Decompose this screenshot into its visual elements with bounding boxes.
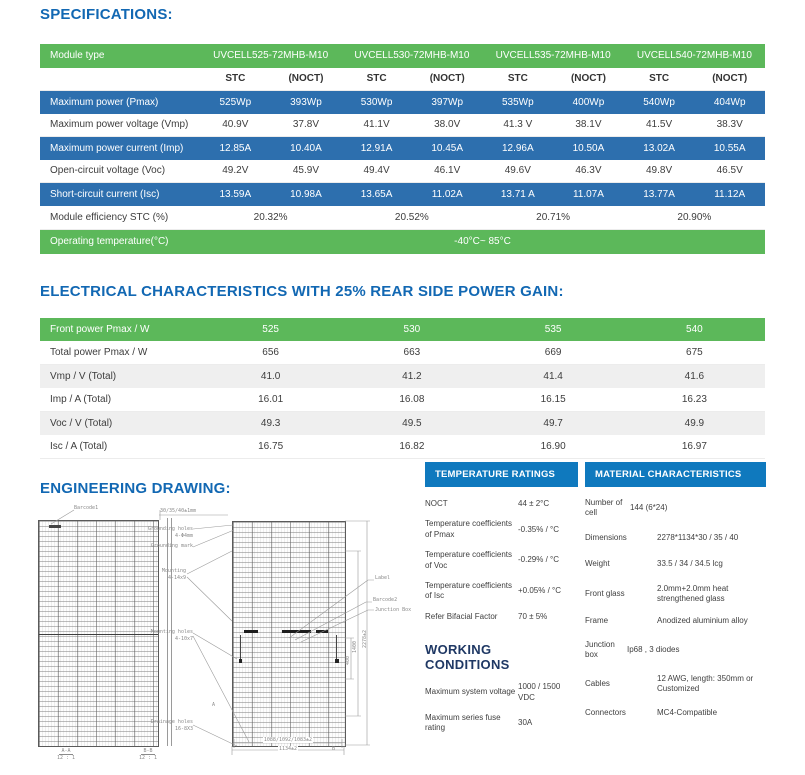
- section-bb-label: B-B: [143, 748, 153, 754]
- mc-row-frame: [585, 616, 766, 626]
- cell: 38.1V: [575, 119, 602, 131]
- mounting-holes-label: Mounting holes: [150, 629, 193, 635]
- cell: 16.15: [540, 394, 566, 405]
- tr-value: 70 ± 5%: [518, 611, 548, 621]
- specifications-title: SPECIFICATIONS:: [40, 6, 173, 23]
- mc-row-cells: [585, 498, 766, 519]
- cell: 49.9: [684, 418, 705, 429]
- cell: 400Wp: [572, 96, 605, 108]
- mounting-count: 4-14x9: [167, 575, 186, 581]
- tr-label: Refer Bifacial Factor: [425, 611, 498, 621]
- section-aa-label: A-A: [61, 748, 71, 754]
- tr-value: +0.05% / °C: [518, 586, 561, 596]
- engineering-drawing: [36, 503, 431, 775]
- cell: 13.77A: [643, 188, 675, 200]
- cell: 12.96A: [501, 142, 534, 154]
- cell: 13.65A: [360, 188, 393, 200]
- drawing-title: ENGINEERING DRAWING:: [40, 480, 231, 497]
- row-label: Module efficiency STC (%): [50, 211, 169, 223]
- condition-header-row: [40, 68, 765, 92]
- cell: 41.5V: [645, 119, 673, 131]
- tr-row-coeff-isc: [425, 581, 578, 602]
- condition-header: (NOCT): [712, 73, 748, 85]
- cell: 404Wp: [713, 96, 746, 108]
- row-total-power: [40, 341, 765, 365]
- cell: 20.71%: [536, 211, 571, 223]
- cell: 10.50A: [572, 142, 605, 154]
- junction-box-label: Junction Box: [375, 607, 412, 613]
- row-label: Front power Pmax / W: [50, 324, 150, 335]
- row-operating-temperature: [40, 230, 765, 254]
- cell: 10.55A: [713, 142, 746, 154]
- wc-label: Maximum system voltage: [425, 687, 516, 697]
- cell: 669: [544, 347, 562, 358]
- cell: 37.8V: [292, 119, 319, 131]
- mc-row-connectors: [585, 708, 766, 718]
- row-short-circuit-current: [40, 183, 765, 206]
- condition-header: STC: [366, 73, 387, 85]
- cell: 49.4V: [363, 165, 390, 177]
- mounting-holes-count: 4-10x7: [174, 636, 193, 642]
- row-module-efficiency: [40, 206, 765, 231]
- wc-value: 1000 / 1500 VDC: [518, 682, 561, 702]
- dim-width-outer-text: 1134±2: [278, 746, 298, 752]
- wc-row-max-voltage: [425, 682, 578, 703]
- cell: 540: [686, 324, 703, 335]
- tr-value: -0.29% / °C: [518, 555, 559, 565]
- cell: 10.45A: [431, 142, 464, 154]
- section-view-bb: [131, 748, 165, 761]
- condition-header: (NOCT): [429, 73, 465, 85]
- row-vmp-total: [40, 365, 765, 388]
- cell: 16.82: [399, 441, 425, 452]
- cell: 49.6V: [504, 165, 531, 177]
- grounding-holes-count: 4-Φ4mm: [174, 533, 193, 539]
- cell: 530: [403, 324, 421, 335]
- mc-value: 2278*1134*30 / 35 / 40: [657, 532, 739, 542]
- cell: 675: [686, 347, 703, 358]
- barcode2-label: Barcode2: [373, 597, 398, 603]
- row-front-power: [40, 318, 765, 341]
- row-label: Maximum power voltage (Vmp): [50, 119, 189, 131]
- cell: 49.5: [402, 418, 422, 429]
- cell: 10.98A: [290, 188, 322, 200]
- wc-value: 30A: [518, 718, 533, 728]
- electrical-table: [40, 318, 765, 459]
- row-voc-total: [40, 412, 765, 435]
- grounding-holes-label: Grounding holes: [147, 526, 193, 532]
- section-a-mark: A: [212, 702, 216, 708]
- cell: 49.3: [260, 418, 281, 429]
- cell: 45.9V: [292, 165, 319, 177]
- tr-label: Temperature coefficients of Isc: [425, 580, 513, 601]
- cell: 46.1V: [434, 165, 461, 177]
- cell: 41.4: [543, 371, 563, 382]
- mc-row-front-glass: [585, 584, 766, 605]
- mc-value: Ip68 , 3 diodes: [627, 644, 680, 654]
- mc-row-dimensions: [585, 533, 766, 543]
- cell: 41.2: [402, 371, 422, 382]
- mc-value: 12 AWG, length: 350mm or Customized: [657, 673, 754, 693]
- label-tag: Label: [375, 575, 391, 581]
- cell: 11.02A: [431, 188, 463, 200]
- mounting-label: Mounting: [161, 568, 186, 574]
- specifications-table: [40, 44, 765, 254]
- material-characteristics-panel: [585, 462, 766, 719]
- cell: 20.52%: [394, 211, 429, 223]
- cell: 535Wp: [501, 96, 534, 108]
- section-aa-scale: 12 : 1: [56, 755, 76, 761]
- dim-400: 400: [345, 655, 351, 665]
- cell: -40°C~ 85°C: [454, 236, 511, 248]
- mc-value: 144 (6*24): [630, 503, 668, 513]
- cell: 13.71 A: [500, 188, 535, 200]
- cell: 16.01: [258, 394, 284, 405]
- mc-label: Connectors: [585, 708, 626, 718]
- row-label: Maximum power current (Imp): [50, 142, 184, 154]
- tr-value: 44 ± 2°C: [518, 499, 550, 508]
- cell: 41.3 V: [503, 119, 533, 131]
- mc-row-cables: [585, 674, 766, 695]
- cell: 525Wp: [219, 96, 252, 108]
- cell: 16.75: [258, 441, 284, 452]
- temperature-ratings-panel: [425, 462, 578, 734]
- cell: 38.3V: [716, 119, 743, 131]
- cell: 16.23: [681, 394, 707, 405]
- mc-label: Weight: [585, 559, 610, 569]
- mc-value: Anodized aluminium alloy: [657, 616, 748, 626]
- temperature-ratings-header: TEMPERATURE RATINGS: [425, 462, 578, 487]
- drainage-holes-label: Drainage holes: [150, 719, 193, 725]
- mc-label: Dimensions: [585, 532, 627, 542]
- row-label: Isc / A (Total): [50, 441, 108, 452]
- drawing-annotation-lines: [36, 503, 431, 775]
- mc-row-junction-box: [585, 640, 766, 661]
- row-maximum-power-current: [40, 137, 765, 160]
- mc-row-weight: [585, 559, 766, 569]
- row-open-circuit-voltage: [40, 160, 765, 184]
- cell: 11.07A: [572, 188, 604, 200]
- cell: 20.32%: [253, 211, 288, 223]
- cell: 41.0: [260, 371, 281, 382]
- mc-value: MC4-Compatible: [657, 708, 718, 718]
- row-label: Maximum power (Pmax): [50, 96, 159, 108]
- material-characteristics-header: MATERIAL CHARACTERISTICS: [585, 462, 766, 487]
- module-type-header-row: [40, 44, 765, 68]
- row-label: Total power Pmax / W: [50, 347, 148, 358]
- cell: 41.6: [684, 371, 705, 382]
- tr-row-noct: [425, 499, 578, 509]
- condition-header: STC: [225, 73, 246, 85]
- row-label: Operating temperature(°C): [50, 236, 169, 248]
- tr-row-coeff-pmax: [425, 519, 578, 540]
- cell: 46.5V: [716, 165, 743, 177]
- dim-1400: 1400: [352, 640, 358, 653]
- electrical-title: ELECTRICAL CHARACTERISTICS WITH 25% REAR SIDE POWER GAIN:: [40, 283, 564, 300]
- cell: 11.12A: [714, 188, 746, 200]
- cell: 41.1V: [363, 119, 390, 131]
- cell: 525: [262, 324, 279, 335]
- row-label: Short-circuit current (Isc): [50, 188, 160, 200]
- cell: 12.85A: [219, 142, 252, 154]
- module-type-label: Module type: [50, 50, 105, 62]
- row-label: Imp / A (Total): [50, 394, 112, 405]
- cell: 20.90%: [677, 211, 712, 223]
- cell: 49.8V: [645, 165, 673, 177]
- module-name: UVCELL530-72MHB-M10: [354, 50, 470, 62]
- cell: 16.08: [399, 394, 425, 405]
- dim-width-inner-text: 1088/1092/1083±2: [263, 737, 313, 743]
- drainage-holes-count: 16-8X3: [174, 726, 193, 732]
- cell: 16.90: [540, 441, 566, 452]
- dim-width-outer: [232, 746, 344, 752]
- cell: 656: [262, 347, 279, 358]
- cell: 12.91A: [360, 142, 393, 154]
- dim-width-inner: [234, 737, 342, 743]
- dim-height: 2278±2: [362, 629, 368, 648]
- section-view-aa: [49, 748, 83, 761]
- cell: 40.9V: [222, 119, 249, 131]
- row-label: Vmp / V (Total): [50, 371, 117, 382]
- module-name: UVCELL525-72MHB-M10: [213, 50, 329, 62]
- row-isc-total: [40, 435, 765, 459]
- cell: 13.59A: [219, 188, 252, 200]
- cell: 10.40A: [290, 142, 322, 154]
- condition-header: STC: [649, 73, 670, 85]
- mc-label: Frame: [585, 616, 609, 626]
- tr-label: Temperature coefficients of Voc: [425, 550, 513, 570]
- cell: 397Wp: [431, 96, 464, 108]
- mc-label: Junction box: [585, 639, 615, 660]
- cell: 49.7: [543, 418, 563, 429]
- section-bb-scale: 12 : 1: [138, 755, 158, 761]
- condition-header: STC: [507, 73, 528, 85]
- mc-label: Front glass: [585, 588, 625, 598]
- cell: 540Wp: [643, 96, 675, 108]
- section-b-mark: B: [332, 746, 336, 752]
- barcode1-label: Barcode1: [74, 505, 99, 511]
- module-name: UVCELL535-72MHB-M10: [495, 50, 611, 62]
- tr-label: Temperature coefficients of Pmax: [425, 519, 513, 539]
- cell: 13.02A: [643, 142, 675, 154]
- mc-label: Number of cell: [585, 498, 623, 518]
- cell: 535: [544, 324, 562, 335]
- tr-row-coeff-voc: [425, 550, 578, 571]
- row-maximum-power-voltage: [40, 114, 765, 138]
- cell: 663: [403, 347, 421, 358]
- wc-row-fuse-rating: [425, 713, 578, 734]
- cell: 530Wp: [360, 96, 393, 108]
- row-label: Open-circuit voltage (Voc): [50, 165, 166, 177]
- working-conditions-title: WORKING CONDITIONS: [425, 642, 510, 673]
- wc-label: Maximum series fuse rating: [425, 712, 501, 733]
- row-label: Voc / V (Total): [50, 418, 113, 429]
- row-maximum-power: [40, 91, 765, 114]
- tr-value: -0.35% / °C: [518, 524, 559, 534]
- tr-label: NOCT: [425, 499, 448, 508]
- condition-header: (NOCT): [288, 73, 324, 85]
- cell: 393Wp: [290, 96, 322, 108]
- module-name: UVCELL540-72MHB-M10: [636, 50, 752, 62]
- cell: 49.2V: [222, 165, 249, 177]
- thickness-dim-label: 30/35/40±1mm: [160, 508, 197, 514]
- cell: 46.3V: [575, 165, 602, 177]
- mc-value: 33.5 / 34 / 34.5 lcg: [657, 559, 723, 569]
- condition-header: (NOCT): [570, 73, 606, 85]
- cell: 38.0V: [434, 119, 461, 131]
- row-imp-total: [40, 388, 765, 412]
- tr-row-bifacial: [425, 612, 578, 622]
- grounding-mark-label: Grounding mark: [150, 543, 193, 549]
- cell: 16.97: [681, 441, 707, 452]
- mc-value: 2.0mm+2.0mm heat strengthened glass: [657, 583, 729, 603]
- mc-label: Cables: [585, 678, 610, 688]
